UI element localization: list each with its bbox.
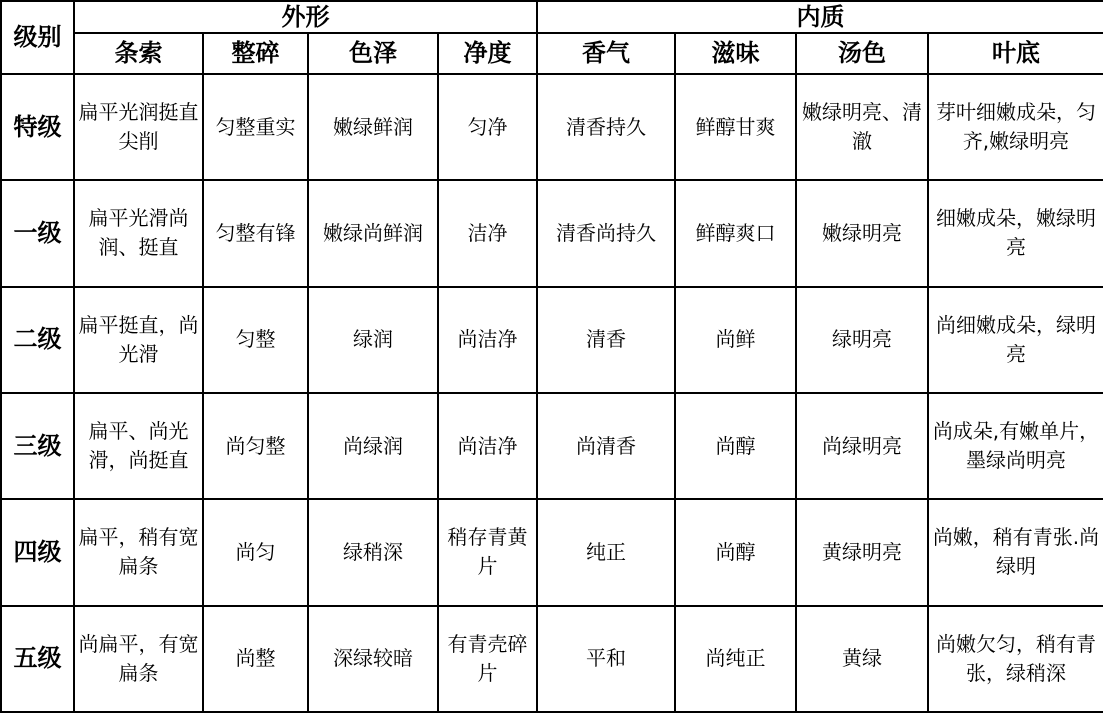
table-cell: 清香尚持久: [537, 180, 675, 286]
table-cell: 尚细嫩成朵，绿明亮: [928, 287, 1103, 393]
grade-name: 五级: [1, 606, 74, 712]
table-cell: 尚匀: [203, 499, 308, 605]
table-cell: 细嫩成朵，嫩绿明亮: [928, 180, 1103, 286]
table-cell: 芽叶细嫩成朵，匀齐,嫩绿明亮: [928, 74, 1103, 180]
table-cell: 鲜醇甘爽: [675, 74, 796, 180]
grade-name: 一级: [1, 180, 74, 286]
table-cell: 扁平光滑尚润、挺直: [74, 180, 203, 286]
table-cell: 纯正: [537, 499, 675, 605]
table-cell: 扁平光润挺直尖削: [74, 74, 203, 180]
table-cell: 尚洁净: [438, 393, 537, 499]
column-header: 条索: [74, 33, 203, 74]
grade-name: 四级: [1, 499, 74, 605]
table-cell: 尚嫩，稍有青张.尚绿明: [928, 499, 1103, 605]
table-cell: 尚绿润: [308, 393, 438, 499]
table-cell: 洁净: [438, 180, 537, 286]
table-cell: 嫩绿明亮: [796, 180, 928, 286]
table-row: [1, 393, 1103, 499]
table-cell: 鲜醇爽口: [675, 180, 796, 286]
table-cell: 有青壳碎片: [438, 606, 537, 712]
table-cell: 尚整: [203, 606, 308, 712]
column-header: 净度: [438, 33, 537, 74]
table-cell: 嫩绿鲜润: [308, 74, 438, 180]
table-row: [1, 606, 1103, 712]
table-cell: 扁平，稍有宽扁条: [74, 499, 203, 605]
table-cell: 匀整: [203, 287, 308, 393]
table-cell: 平和: [537, 606, 675, 712]
column-header: 香气: [537, 33, 675, 74]
table-cell: 绿稍深: [308, 499, 438, 605]
group-header-appearance: 外形: [74, 1, 537, 33]
table-cell: 尚成朵,有嫩单片，墨绿尚明亮: [928, 393, 1103, 499]
table-cell: 绿明亮: [796, 287, 928, 393]
table-cell: 尚绿明亮: [796, 393, 928, 499]
column-header: 滋味: [675, 33, 796, 74]
column-header: 整碎: [203, 33, 308, 74]
table-cell: 深绿较暗: [308, 606, 438, 712]
table-cell: 扁平、尚光滑，尚挺直: [74, 393, 203, 499]
table-cell: 稍存青黄片: [438, 499, 537, 605]
column-header: 叶底: [928, 33, 1103, 74]
table-cell: 黄绿: [796, 606, 928, 712]
table-cell: 匀整有锋: [203, 180, 308, 286]
grade-name: 三级: [1, 393, 74, 499]
table-cell: 尚纯正: [675, 606, 796, 712]
table-cell: 清香持久: [537, 74, 675, 180]
table-cell: 绿润: [308, 287, 438, 393]
column-header: 色泽: [308, 33, 438, 74]
table-cell: 嫩绿尚鲜润: [308, 180, 438, 286]
table-cell: 尚醇: [675, 499, 796, 605]
table-cell: 清香: [537, 287, 675, 393]
table-cell: 嫩绿明亮、清澈: [796, 74, 928, 180]
table-row: [1, 499, 1103, 605]
table-row: [1, 287, 1103, 393]
grade-name: 二级: [1, 287, 74, 393]
grade-name: 特级: [1, 74, 74, 180]
column-header: 汤色: [796, 33, 928, 74]
table-cell: 匀整重实: [203, 74, 308, 180]
table-cell: 尚扁平，有宽扁条: [74, 606, 203, 712]
table-cell: 尚嫩欠匀，稍有青张，绿稍深: [928, 606, 1103, 712]
table-cell: 尚醇: [675, 393, 796, 499]
table-cell: 尚匀整: [203, 393, 308, 499]
corner-label: 级别: [1, 1, 74, 74]
table-cell: 黄绿明亮: [796, 499, 928, 605]
table-cell: 尚洁净: [438, 287, 537, 393]
table-cell: 扁平挺直，尚光滑: [74, 287, 203, 393]
table-cell: 匀净: [438, 74, 537, 180]
table-cell: 尚鲜: [675, 287, 796, 393]
table-cell: 尚清香: [537, 393, 675, 499]
table-row: [1, 74, 1103, 180]
table-row: [1, 180, 1103, 286]
group-header-inner-quality: 内质: [537, 1, 1103, 33]
